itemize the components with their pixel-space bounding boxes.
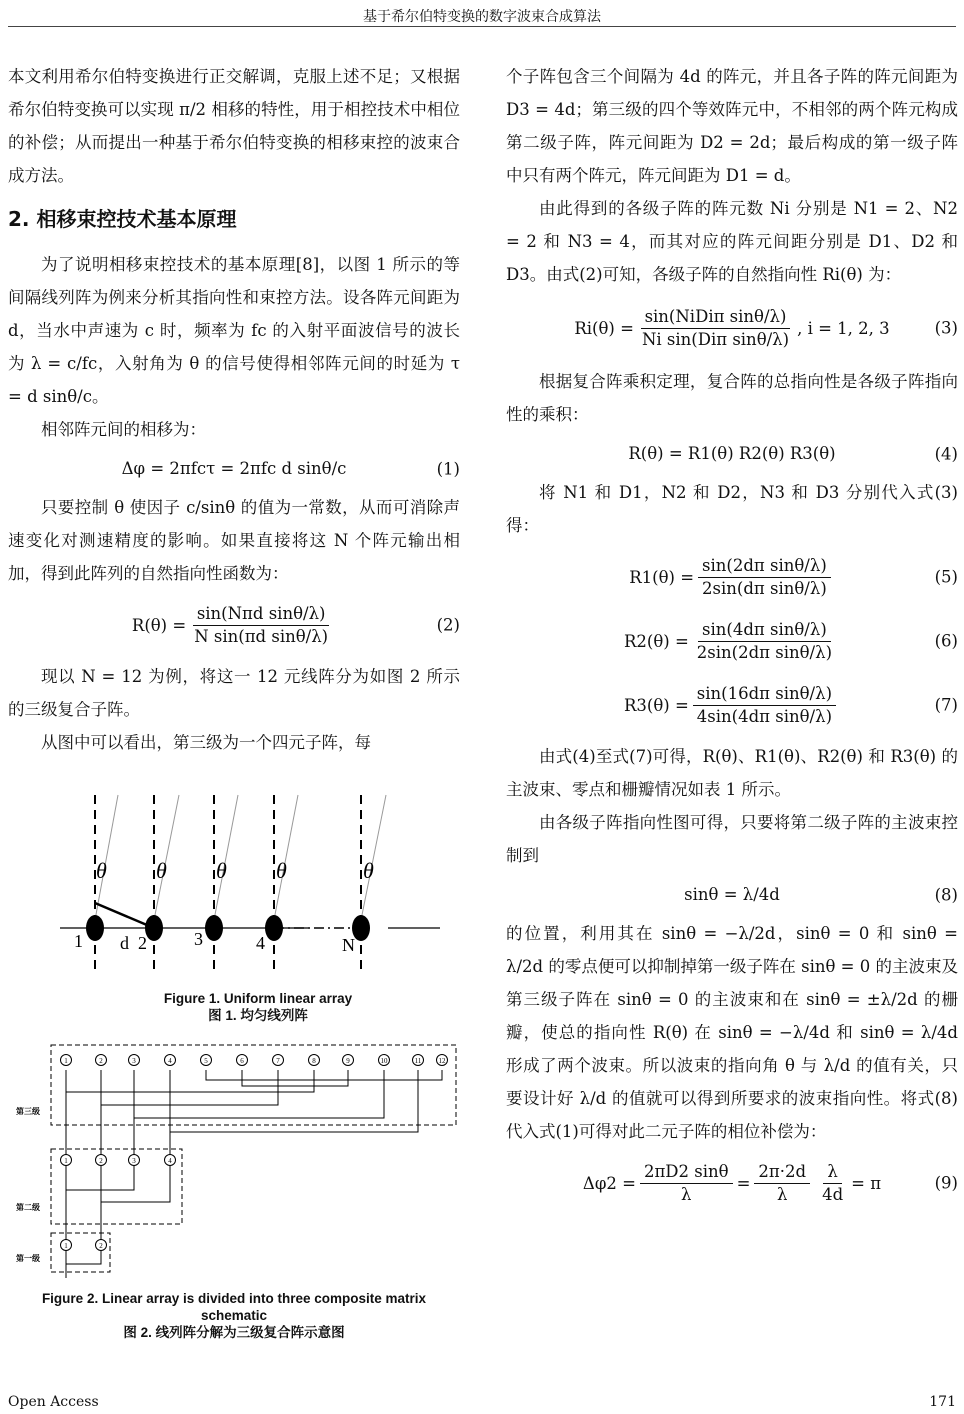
equation-number: (9) (934, 1173, 958, 1193)
caption-en: Figure 1. Uniform linear array (163, 991, 353, 1006)
element-number: 4 (168, 1057, 172, 1065)
figure-2-composite-array (8, 1040, 460, 1280)
element-number: 5 (204, 1057, 208, 1065)
caption-en: Figure 2. Linear array is divided into three composite matrix schematic (41, 1291, 427, 1323)
fraction-numerator: sin(16dπ sinθ/λ) (693, 683, 836, 706)
level-3-box (51, 1045, 456, 1125)
equation-number: (3) (934, 318, 958, 338)
fraction-numerator: 2π·2d (754, 1161, 810, 1184)
combiner-lines (66, 1070, 442, 1278)
caption-zh: 图 2. 线列阵分解为三级复合阵示意图 (123, 1325, 345, 1340)
equation-fraction (640, 1161, 733, 1206)
paragraph: 相邻阵元间的相移为： (41, 420, 206, 439)
equation-fraction (693, 619, 836, 664)
fraction-denominator: 2sin(dπ sinθ/λ) (702, 578, 827, 598)
equation-fraction (698, 555, 831, 600)
array-element (265, 915, 283, 941)
equation-body: sinθ = λ/4d (684, 885, 780, 904)
element-number: 1 (64, 1057, 68, 1065)
equation-equals: = (736, 1173, 751, 1193)
subarray-number: 2 (99, 1242, 103, 1250)
theta-labels (96, 858, 374, 883)
equation-lhs: R3(θ) = (623, 695, 689, 715)
equation-lhs: R2(θ) = (623, 631, 689, 651)
equation-8 (506, 878, 958, 911)
equation-number: (6) (934, 631, 958, 651)
right-column (506, 60, 958, 1218)
equation-number: (1) (436, 459, 460, 478)
section-heading: 2. 相移束控技术基本原理 (8, 207, 237, 231)
element-number: 8 (312, 1057, 316, 1065)
element-number: 7 (276, 1057, 280, 1065)
paragraph: 由此得到的各级子阵的阵元数 Ni 分别是 N1 = 2、N2 = 2 和 N3 = 4，而其对应的阵元间距分别是 D1、D2 和 D3。由式(2)可知，各级子阵的自然指向性 Ri(θ) 为： (506, 199, 958, 284)
figure-1-linear-array (48, 790, 448, 990)
element-label: N (342, 935, 355, 955)
equation-6 (506, 612, 958, 670)
spacing-label: d (120, 933, 129, 953)
theta-label: θ (276, 858, 287, 883)
equation-lhs: R1(θ) = (629, 567, 695, 587)
fraction-numerator: 2πD2 sinθ (640, 1161, 733, 1184)
theta-label: θ (96, 858, 107, 883)
element-label: 4 (256, 933, 265, 953)
paragraph: 的位置，利用其在 sinθ = −λ/2d，sinθ = 0 和 sinθ = λ/2d 的零点便可以抑制掉第一级子阵在 sinθ = 0 的主波束及第三级子阵在 sinθ = 0 的主波束和在 sinθ = ±λ/2d 的栅瓣，使总的指向性 R(θ) 在 sinθ = −λ/4d 和 sinθ = λ/4d 形成了两个波束。所以波束的指向角 θ 与 λ/d 的值有关，只要设计好 λ/d 的值就可以得到所要求的波束指向性。将式(8)代入式(1)可得对此二元子阵的相位补偿为： (506, 924, 958, 1141)
equation-fraction (190, 603, 332, 648)
equation-4 (506, 437, 958, 470)
page-number: 171 (929, 1394, 956, 1410)
equation-3 (506, 297, 958, 359)
paragraph: 由式(4)至式(7)可得，R(θ)、R1(θ)、R2(θ) 和 R3(θ) 的主波束、零点和栅瓣情况如表 1 所示。 (506, 747, 958, 799)
fraction-denominator: 4sin(4dπ sinθ/λ) (696, 706, 833, 726)
subarray-number: 1 (64, 1242, 68, 1250)
paragraph: 为了说明相移束控技术的基本原理[8]，以图 1 所示的等间隔线列阵为例来分析其指向性和束控方法。设各阵元间距为 d，当水中声速为 c 时，频率为 fc 的入射平面波信号的波长为 λ = c/fc，入射角为 θ 的信号使得相邻阵元间的时延为 τ = d sinθ/c。 (8, 255, 460, 406)
equation-2 (8, 596, 460, 654)
footer-left: Open Access (8, 1394, 99, 1410)
level-label: 第二级 (16, 1203, 40, 1212)
equation-tail: = π (851, 1173, 882, 1193)
equation-body: Δφ = 2πfcτ = 2πfc d sinθ/c (121, 459, 347, 478)
subarray-number: 3 (132, 1157, 136, 1165)
equation-9 (506, 1154, 958, 1212)
equation-lhs: Ri(θ) = (574, 318, 634, 338)
element-number: 6 (240, 1057, 244, 1065)
fraction-denominator: N sin(πd sinθ/λ) (194, 626, 329, 646)
equation-fraction (754, 1161, 810, 1206)
equation-fraction (818, 1161, 847, 1206)
equation-number: (2) (436, 615, 460, 635)
element-markers (61, 1055, 448, 1066)
paragraph: 将 N1 和 D1，N2 和 D2，N3 和 D3 分别代入式(3)得： (506, 483, 958, 535)
paragraph: 由各级子阵指向性图可得，只要将第二级子阵的主波束控制到 (506, 813, 958, 865)
header-rule (8, 26, 956, 27)
subarray-number: 4 (168, 1157, 172, 1165)
array-normals (95, 795, 361, 970)
theta-label: θ (216, 858, 227, 883)
equation-fraction (693, 683, 836, 728)
equation-1 (8, 452, 460, 485)
fraction-denominator: 4d (822, 1184, 844, 1204)
fraction-numerator: sin(NiDiπ sinθ/λ) (641, 306, 791, 329)
paragraph: 个子阵包含三个间隔为 4d 的阵元，并且各子阵的阵元间距为 D3 = 4d；第三级的四个等效阵元中，不相邻的两个阵元构成第二级子阵，阵元间距为 D2 = 2d；最后构成的第一级子阵中只有两个阵元，阵元间距为 D1 = d。 (506, 67, 958, 185)
element-number: 3 (132, 1057, 136, 1065)
caption-zh: 图 1. 均匀线列阵 (208, 1008, 308, 1023)
element-number: 2 (99, 1057, 103, 1065)
level-labels (16, 1106, 40, 1263)
delay-segment (95, 903, 154, 928)
element-label: 1 (74, 931, 83, 951)
equation-lhs: Δφ2 = (582, 1173, 636, 1193)
running-header: 基于希尔伯特变换的数字波束合成算法 (363, 9, 601, 25)
equation-5 (506, 548, 958, 606)
element-number: 9 (346, 1057, 350, 1065)
figure-2-caption (8, 1290, 460, 1341)
fraction-denominator: Ni sin(Diπ sinθ/λ) (641, 329, 790, 349)
element-number: 10 (380, 1057, 388, 1065)
fraction-denominator: λ (777, 1184, 788, 1204)
equation-tail: , i = 1, 2, 3 (797, 318, 890, 338)
subarray-number: 2 (99, 1157, 103, 1165)
fraction-numerator: sin(4dπ sinθ/λ) (698, 619, 831, 642)
element-label: 2 (138, 933, 147, 953)
equation-number: (5) (934, 567, 958, 587)
theta-label: θ (363, 858, 374, 883)
subarray-number: 1 (64, 1157, 68, 1165)
fraction-numerator: λ (823, 1161, 841, 1184)
level-label: 第三级 (16, 1107, 40, 1116)
paragraph: 从图中可以看出，第三级为一个四元子阵，每 (41, 733, 371, 752)
equation-number: (4) (934, 444, 958, 463)
left-column (8, 60, 460, 759)
paragraph: 根据复合阵乘积定理，复合阵的总指向性是各级子阵指向性的乘积： (506, 372, 958, 424)
equation-7 (506, 676, 958, 734)
equation-number: (7) (934, 695, 958, 715)
theta-label: θ (156, 858, 167, 883)
fraction-numerator: sin(2dπ sinθ/λ) (698, 555, 831, 578)
fraction-denominator: λ (681, 1184, 692, 1204)
fraction-numerator: sin(Nπd sinθ/λ) (193, 603, 330, 626)
array-element (205, 915, 223, 941)
figure-1-caption (8, 990, 508, 1024)
array-element (145, 915, 163, 941)
fraction-denominator: 2sin(2dπ sinθ/λ) (696, 642, 833, 662)
equation-number: (8) (934, 885, 958, 904)
element-number: 12 (438, 1057, 446, 1065)
array-element (86, 915, 104, 941)
incident-rays (95, 795, 386, 920)
element-label: 3 (194, 929, 203, 949)
equation-lhs: R(θ) = (131, 615, 187, 635)
level-label: 第一级 (16, 1254, 40, 1263)
equation-fraction (638, 306, 793, 351)
paragraph: 只要控制 θ 使因子 c/sinθ 的值为一常数，从而可消除声速变化对测速精度的影响。如果直接将这 N 个阵元输出相加，得到此阵列的自然指向性函数为： (8, 498, 460, 583)
equation-body: R(θ) = R1(θ) R2(θ) R3(θ) (628, 444, 836, 463)
element-number: 11 (414, 1057, 422, 1065)
paragraph: 本文利用希尔伯特变换进行正交解调，克服上述不足；又根据希尔伯特变换可以实现 π/2 相移的特性，用于相控技术中相位的补偿；从而提出一种基于希尔伯特变换的相移束控的波束合成方法。 (8, 67, 460, 185)
paragraph: 现以 N = 12 为例，将这一 12 元线阵分为如图 2 所示的三级复合子阵。 (8, 667, 460, 719)
